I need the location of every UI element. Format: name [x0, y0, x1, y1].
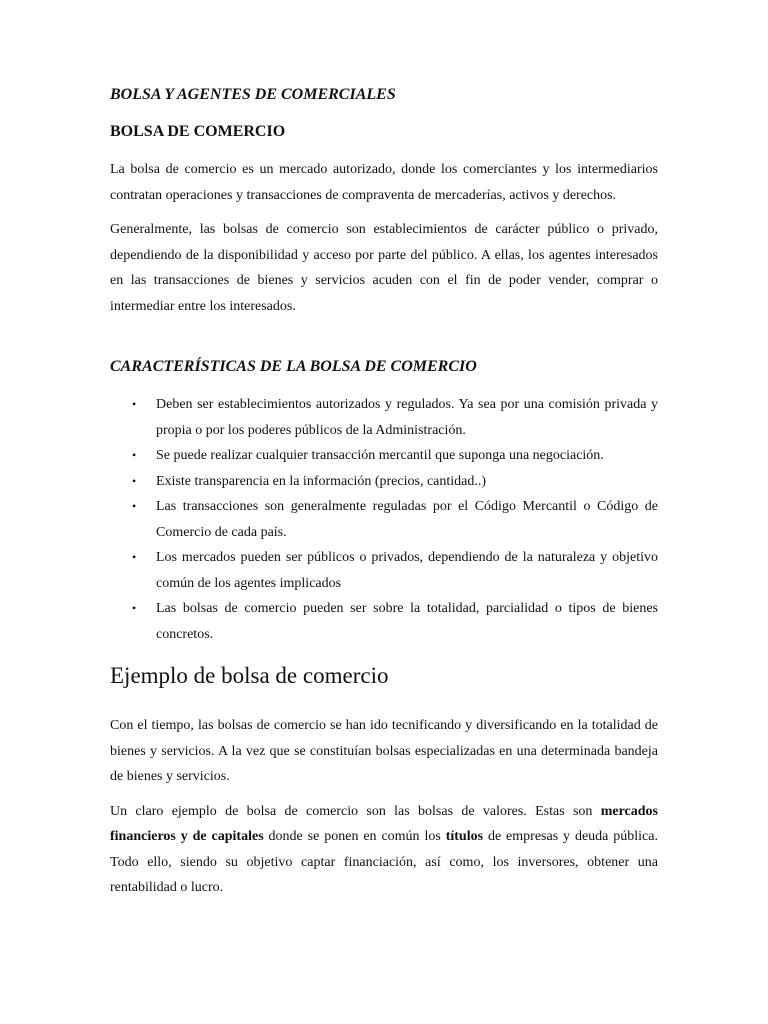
list-item: [110, 545, 658, 596]
paragraph-ejemplo-valores: [110, 799, 658, 901]
list-item-text: Los mercados pueden ser públicos o privados, dependiendo de la naturaleza y objetivo común de los agentes implicados: [156, 550, 658, 591]
bullet-icon: •: [132, 550, 137, 564]
list-item-text: Se puede realizar cualquier transacción mercantil que suponga una negociación.: [156, 448, 604, 463]
list-item-text: Las transacciones son generalmente reguladas por el Código Mercantil o Código de Comercio de cada país.: [156, 499, 658, 540]
bullet-icon: •: [132, 473, 137, 488]
bold-text-mercados: mercados financieros y de capitales: [110, 803, 658, 844]
paragraph-tecnificacion: Con el tiempo, las bolsas de comercio se han ido tecnificando y diversificando en la totalidad de bienes y servicios. A la vez que se constituían bolsas especializadas en una determinada bandeja de bienes y servicios.: [110, 718, 658, 784]
list-item: [110, 596, 658, 647]
document-title: BOLSA Y AGENTES DE COMERCIALES: [110, 86, 396, 103]
document-page: [110, 84, 658, 901]
list-item: [110, 443, 658, 469]
paragraph-general: Generalmente, las bolsas de comercio son establecimientos de carácter público o privado, dependiendo de la disponibilidad y acceso por parte del público. A ellas, los agentes interesados en las transacciones de bienes y servicios acuden con el fin de poder vender, comprar o intermediar entre los interesados.: [110, 222, 658, 314]
characteristics-list: [110, 392, 658, 647]
section-heading-ejemplo: Ejemplo de bolsa de comercio: [110, 663, 389, 688]
text-run: de empresas y deuda pública. Todo ello, siendo su objetivo captar financiación, así como, los inversores, obtener una rentabilidad o lucro.: [110, 829, 658, 895]
text-run: Un claro ejemplo de bolsa de comercio son las bolsas de valores. Estas son: [110, 803, 601, 819]
bullet-icon: •: [132, 397, 137, 411]
section-heading-bolsa: BOLSA DE COMERCIO: [110, 123, 286, 140]
bullet-icon: •: [132, 601, 137, 615]
section-heading-caracteristicas: CARACTERÍSTICAS DE LA BOLSA DE COMERCIO: [110, 358, 477, 375]
list-item: [110, 469, 658, 495]
bullet-icon: •: [132, 448, 137, 462]
list-item-text: Existe transparencia en la información (precios, cantidad..): [156, 473, 487, 489]
list-item: [110, 494, 658, 545]
paragraph-definition: La bolsa de comercio es un mercado autorizado, donde los comerciantes y los intermediarios contratan operaciones y transacciones de compraventa de mercaderías, activos y derechos.: [110, 162, 658, 203]
text-run: donde se ponen en común los: [263, 829, 446, 844]
list-item: [110, 392, 658, 443]
bullet-icon: •: [132, 499, 137, 513]
list-item-text: Las bolsas de comercio pueden ser sobre la totalidad, parcialidad o tipos de bienes concretos.: [156, 601, 658, 642]
bold-text-titulos: títulos: [445, 829, 484, 844]
list-item-text: Deben ser establecimientos autorizados y regulados. Ya sea por una comisión privada y propia o por los poderes públicos de la Administración.: [156, 397, 658, 438]
